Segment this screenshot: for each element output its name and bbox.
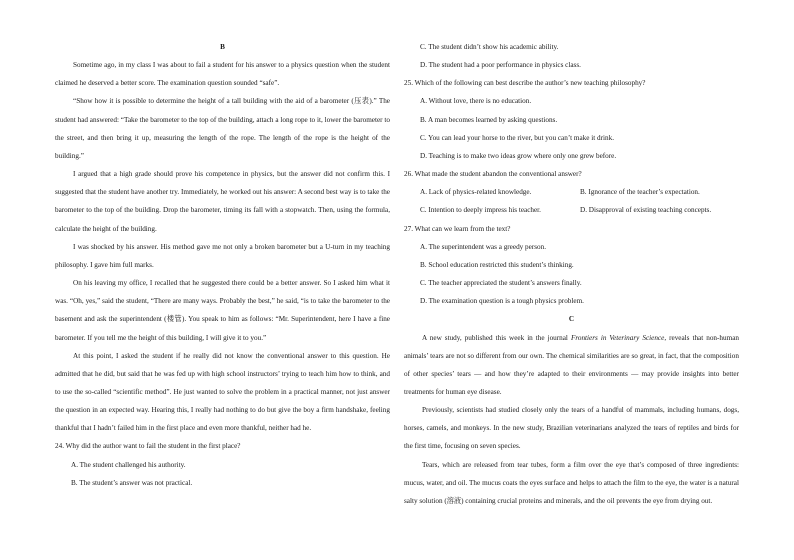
paragraph: On his leaving my office, I recalled that he suggested there could be a better answer. So I asked him what it was. “Oh, yes,” said the student, “There are many ways. Probably the best,” he said, “is to take the barometer to the basement and ask the superintendent (楼管). You speak to him as follows: “Mr. Superintendent, here I have a fine barometer. If you tell me the height of this building, I will give it to you.” xyxy=(55,279,390,342)
passage-title-c: C xyxy=(568,315,575,324)
question-26-options-row-1 xyxy=(404,183,739,201)
paragraph xyxy=(404,329,739,402)
question-26-stem: 26. What made the student abandon the conventional answer? xyxy=(404,170,582,179)
text-run: , reveals that non-human animals’ tears are not so different from our own. The chemical similarities are so great, in fact, that the composition of other species’ tears — and how they’re adapted to their environments — may provide insights into better treatments for human eye disease. xyxy=(404,333,739,396)
paragraph: “Show how it is possible to determine the height of a tall building with the aid of a barometer (压表).” The student had answered: “Take the barometer to the top of the building, attach a long rope to it, lower the barometer to the street, and then bring it up, measuring the length of the rope. The length of the rope is the height of the building.” xyxy=(55,97,390,160)
question-26-option-d: D. Disapproval of existing teaching concepts. xyxy=(580,206,712,215)
passage-title-b: B xyxy=(220,43,225,51)
question-24-option-a: A. The student challenged his authority. xyxy=(71,460,186,469)
question-24-option-d: D. The student had a poor performance in physics class. xyxy=(420,61,581,70)
question-26-option-a: A. Lack of physics-related knowledge. xyxy=(420,188,532,197)
question-27-option-b: B. School education restricted this student’s thinking. xyxy=(420,260,574,269)
question-25-option-a: A. Without love, there is no education. xyxy=(420,97,532,106)
left-column xyxy=(55,38,390,492)
question-26-options-row-2 xyxy=(404,201,739,219)
question-26-option-c: C. Intention to deeply impress his teacher. xyxy=(420,206,541,215)
text-run: A new study, published this week in the journal xyxy=(422,333,571,342)
journal-name: Frontiers in Veterinary Science xyxy=(570,333,665,342)
question-27-option-a: A. The superintendent was a greedy person. xyxy=(420,242,547,251)
paragraph: I argued that a high grade should prove his competence in physics, but the answer did not confirm this. I suggested that the student have another try. Immediately, he worked out his answer: A second best way is to take the barometer to the top of the building. Drop the barometer, timing its fall with a stopwatch. Then, using the formula, calculate the height of the building. xyxy=(55,170,390,233)
question-24-option-c: C. The student didn’t show his academic ability. xyxy=(420,43,559,51)
question-26-option-b: B. Ignorance of the teacher’s expectation. xyxy=(580,188,700,197)
question-25-option-b: B. A man becomes learned by asking questions. xyxy=(420,115,558,124)
question-24-option-b: B. The student’s answer was not practical. xyxy=(71,478,193,487)
paragraph: Previously, scientists had studied closely only the tears of a handful of mammals, including humans, dogs, horses, camels, and monkeys. In the new study, Brazilian veterinarians analyzed the tears of reptiles and birds for the first time, focusing on seven species. xyxy=(404,406,739,451)
question-27-option-d: D. The examination question is a tough physics problem. xyxy=(420,297,584,306)
question-25-stem: 25. Which of the following can best describe the author’s new teaching philosophy? xyxy=(404,79,646,88)
question-25-option-c: C. You can lead your horse to the river, but you can’t make it drink. xyxy=(420,133,615,142)
question-25-option-d: D. Teaching is to make two ideas grow where only one grew before. xyxy=(420,151,617,160)
paragraph: Sometime ago, in my class I was about to fail a student for his answer to a physics question when the student claimed he deserved a better score. The examination question sounded “safe”. xyxy=(55,61,390,88)
question-24-stem: 24. Why did the author want to fail the student in the first place? xyxy=(55,442,241,451)
question-27-stem: 27. What can we learn from the text? xyxy=(404,224,511,233)
right-column xyxy=(404,38,739,510)
paragraph: At this point, I asked the student if he really did not know the conventional answer to this question. He admitted that he did, but said that he was fed up with high school instructors’ trying to teach him how to think, and to use the so-called “scientific method”. He just wanted to solve the problem in a practical manner, not just answer the question in an expected way. Hearing this, I really had nothing to do but give the boy a firm handshake, feeling thankful that I hadn’t failed him in the first place and even more thankful, neither had he. xyxy=(55,351,390,433)
paragraph: I was shocked by his answer. His method gave me not only a broken barometer but a U-turn in my teaching philosophy. I gave him full marks. xyxy=(55,242,390,269)
question-27-option-c: C. The teacher appreciated the student’s answers finally. xyxy=(420,279,582,288)
paragraph: Tears, which are released from tear tubes, form a film over the eye that’s composed of three ingredients: mucus, water, and oil. The mucus coats the eyes surface and helps to attach the film to the eye, the water is a natural salty solution (溶液) containing crucial proteins and minerals, and the oil prevents the eye from drying out. xyxy=(404,460,739,505)
